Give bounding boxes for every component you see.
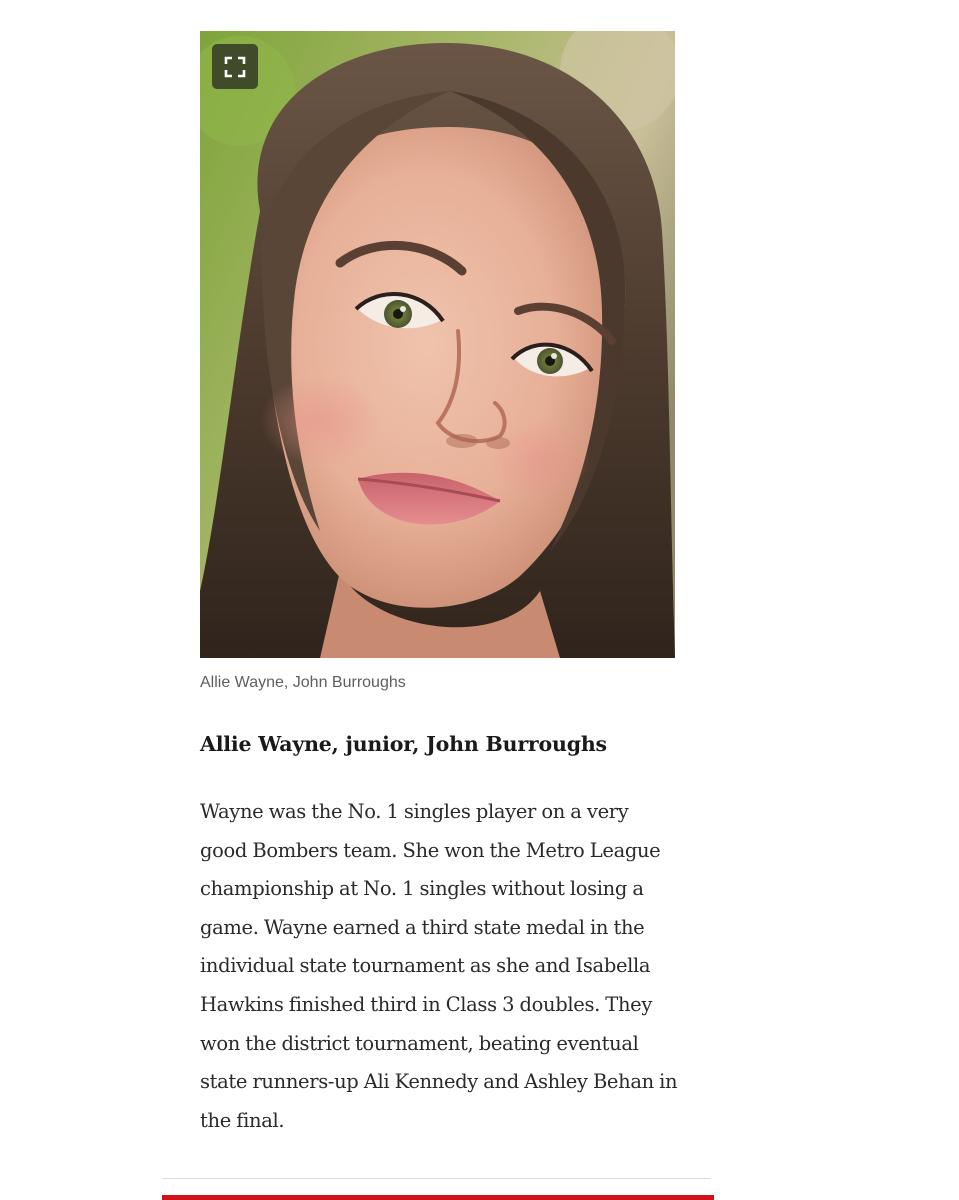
expand-photo-button[interactable] (212, 44, 258, 89)
section-divider (162, 1178, 711, 1179)
accent-rule (162, 1195, 714, 1200)
expand-icon (224, 56, 246, 78)
portrait-image (200, 31, 675, 658)
athlete-description: Wayne was the No. 1 singles player on a very good Bombers team. She won the Metro League championship at No. 1 singles without losing a game. Wayne earned a third state medal in the individual state tournament as she and Isabella Hawkins finished third in Class 3 doubles. They won the district tournament, beating eventual state runners-up Ali Kennedy and Ashley Behan in the final. (200, 800, 678, 1132)
athlete-heading: Allie Wayne, junior, John Burroughs (200, 732, 607, 756)
photo-caption: Allie Wayne, John Burroughs (200, 674, 406, 691)
article-photo[interactable] (200, 31, 675, 658)
